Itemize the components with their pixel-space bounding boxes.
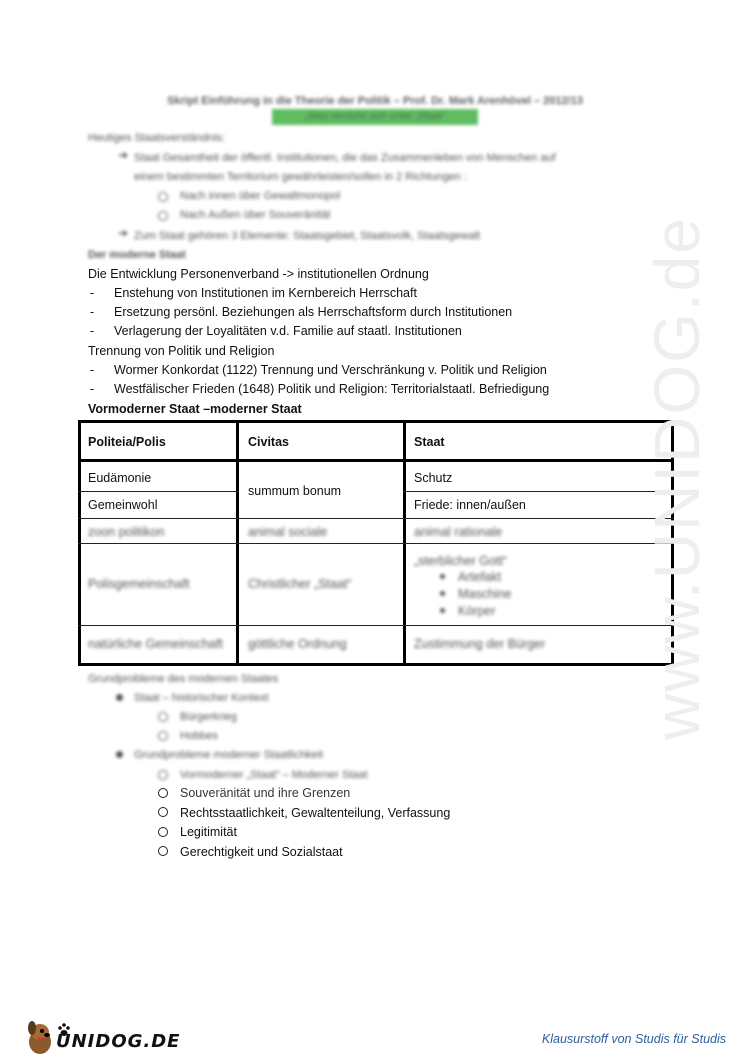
blurred-line-1: Heutiges Staatsverständnis: bbox=[88, 132, 225, 144]
bottom-line-legitimitaet: Legitimität bbox=[180, 825, 237, 839]
dash: - bbox=[90, 324, 95, 338]
table-header-cell: Staat bbox=[414, 435, 445, 449]
table-row-divider bbox=[78, 491, 238, 492]
bullet-icon bbox=[116, 751, 123, 758]
blurred-line: Grundprobleme moderner Staatlichkeit bbox=[134, 749, 323, 761]
table-cell: Gemeinwohl bbox=[88, 498, 158, 512]
body-line-2: Enstehung von Institutionen im Kernbereich Herrschaft bbox=[114, 286, 417, 300]
dash: - bbox=[90, 363, 95, 377]
table-cell: Christlicher „Staat“ bbox=[248, 577, 352, 591]
unidog-logo[interactable] bbox=[24, 1014, 181, 1058]
circle-bullet-icon bbox=[158, 731, 168, 741]
blurred-line: Bürgerkrieg bbox=[180, 711, 237, 723]
table-cell: summum bonum bbox=[248, 484, 342, 498]
body-line-5: Trennung von Politik und Religion bbox=[88, 344, 275, 358]
bullet-icon bbox=[116, 694, 123, 701]
blurred-line-5: Nach Außen über Souveränität bbox=[180, 209, 331, 221]
circle-bullet-icon bbox=[158, 827, 168, 837]
bottom-line-rechtsstaat: Rechtsstaatlichkeit, Gewaltenteilung, Verfassung bbox=[180, 806, 451, 820]
footer-tagline: Klausurstoff von Studis für Studis bbox=[541, 1032, 726, 1046]
table-row-divider bbox=[78, 625, 674, 626]
circle-bullet-icon bbox=[158, 770, 168, 780]
table-cell: Eudämonie bbox=[88, 471, 152, 485]
body-line-4: Verlagerung der Loyalitäten v.d. Familie auf staatl. Institutionen bbox=[114, 324, 462, 338]
dash: - bbox=[90, 305, 95, 319]
section-heading: Vormoderner Staat –moderner Staat bbox=[88, 402, 302, 416]
green-highlight-label: „Was versteht sich unter „Staat“ bbox=[272, 109, 478, 125]
table-cell: animal rationale bbox=[414, 525, 503, 539]
bottom-line-sovereignty: Souveränität und ihre Grenzen bbox=[180, 786, 351, 800]
table-cell: Artefakt bbox=[458, 570, 502, 584]
dash: - bbox=[90, 286, 95, 300]
blurred-line-2: Staat Gesamtheit der öffentl. Institutionen, die das Zusammenleben von Menschen auf bbox=[134, 152, 556, 164]
body-line-6: Wormer Konkordat (1122) Trennung und Verschränkung v. Politik und Religion bbox=[114, 363, 547, 377]
table-cell: Zustimmung der Bürger bbox=[414, 637, 546, 651]
table-row-divider bbox=[403, 491, 674, 492]
table-cell: Polisgemeinschaft bbox=[88, 577, 190, 591]
bullet-icon bbox=[440, 591, 445, 596]
table-cell: „sterblicher Gott“ bbox=[414, 554, 508, 568]
table-cell: Maschine bbox=[458, 587, 512, 601]
circle-bullet-icon bbox=[158, 192, 168, 202]
arrow-bullet-icon: ➔ bbox=[118, 226, 129, 240]
watermark bbox=[640, 216, 750, 740]
watermark-text: www.UNIDOG.de bbox=[641, 216, 713, 740]
circle-bullet-icon bbox=[158, 807, 168, 817]
circle-bullet-icon bbox=[158, 846, 168, 856]
blurred-line-3: einem bestimmten Territorium gewährleisten/sollen in 2 Richtungen : bbox=[134, 171, 468, 183]
blurred-line: Staat – historischer Kontext bbox=[134, 692, 269, 704]
logo-text: UNIDOG.DE bbox=[56, 1031, 181, 1052]
blurred-line: Hobbes bbox=[180, 730, 218, 742]
blurred-line: Vormoderner „Staat“ – Moderner Staat bbox=[180, 769, 368, 781]
body-line-7: Westfälischer Frieden (1648) Politik und Religion: Territorialstaatl. Befriedigung bbox=[114, 382, 550, 396]
circle-bullet-icon bbox=[158, 712, 168, 722]
table-header-cell: Civitas bbox=[248, 435, 289, 449]
table-cell: zoon politikon bbox=[88, 525, 165, 539]
arrow-bullet-icon: ➔ bbox=[118, 148, 129, 162]
table-cell: Schutz bbox=[414, 471, 453, 485]
table-cell: natürliche Gemeinschaft bbox=[88, 637, 223, 651]
table-cell: Körper bbox=[458, 604, 496, 618]
table-row-divider bbox=[78, 543, 674, 544]
table-cell: animal sociale bbox=[248, 525, 328, 539]
bullet-icon bbox=[440, 574, 445, 579]
blurred-line-4: Nach innen über Gewaltmonopol bbox=[180, 190, 341, 202]
dash: - bbox=[90, 382, 95, 396]
table-cell: göttliche Ordnung bbox=[248, 637, 347, 651]
table-header-cell: Politeia/Polis bbox=[88, 435, 166, 449]
bottom-line-gerechtigkeit: Gerechtigkeit und Sozialstaat bbox=[180, 845, 343, 859]
body-line-3: Ersetzung persönl. Beziehungen als Herrschaftsform durch Institutionen bbox=[114, 305, 513, 319]
table-row-divider bbox=[78, 518, 674, 519]
bullet-icon bbox=[440, 608, 445, 613]
blurred-line-6: Zum Staat gehören 3 Elemente: Staatsgebiet, Staatsvolk, Staatsgewalt bbox=[134, 230, 481, 242]
circle-bullet-icon bbox=[158, 788, 168, 798]
circle-bullet-icon bbox=[158, 211, 168, 221]
table-header-border bbox=[78, 459, 674, 462]
blurred-line-7: Der moderne Staat bbox=[88, 249, 186, 261]
blurred-line: Grundprobleme des modernen Staates bbox=[88, 673, 279, 685]
table-cell: Friede: innen/außen bbox=[414, 498, 526, 512]
document-title: Skript Einführung in die Theorie der Politik – Prof. Dr. Mark Arenhövel – 2012/13 bbox=[167, 95, 583, 107]
body-line-1: Die Entwicklung Personenverband -> institutionellen Ordnung bbox=[88, 267, 429, 281]
